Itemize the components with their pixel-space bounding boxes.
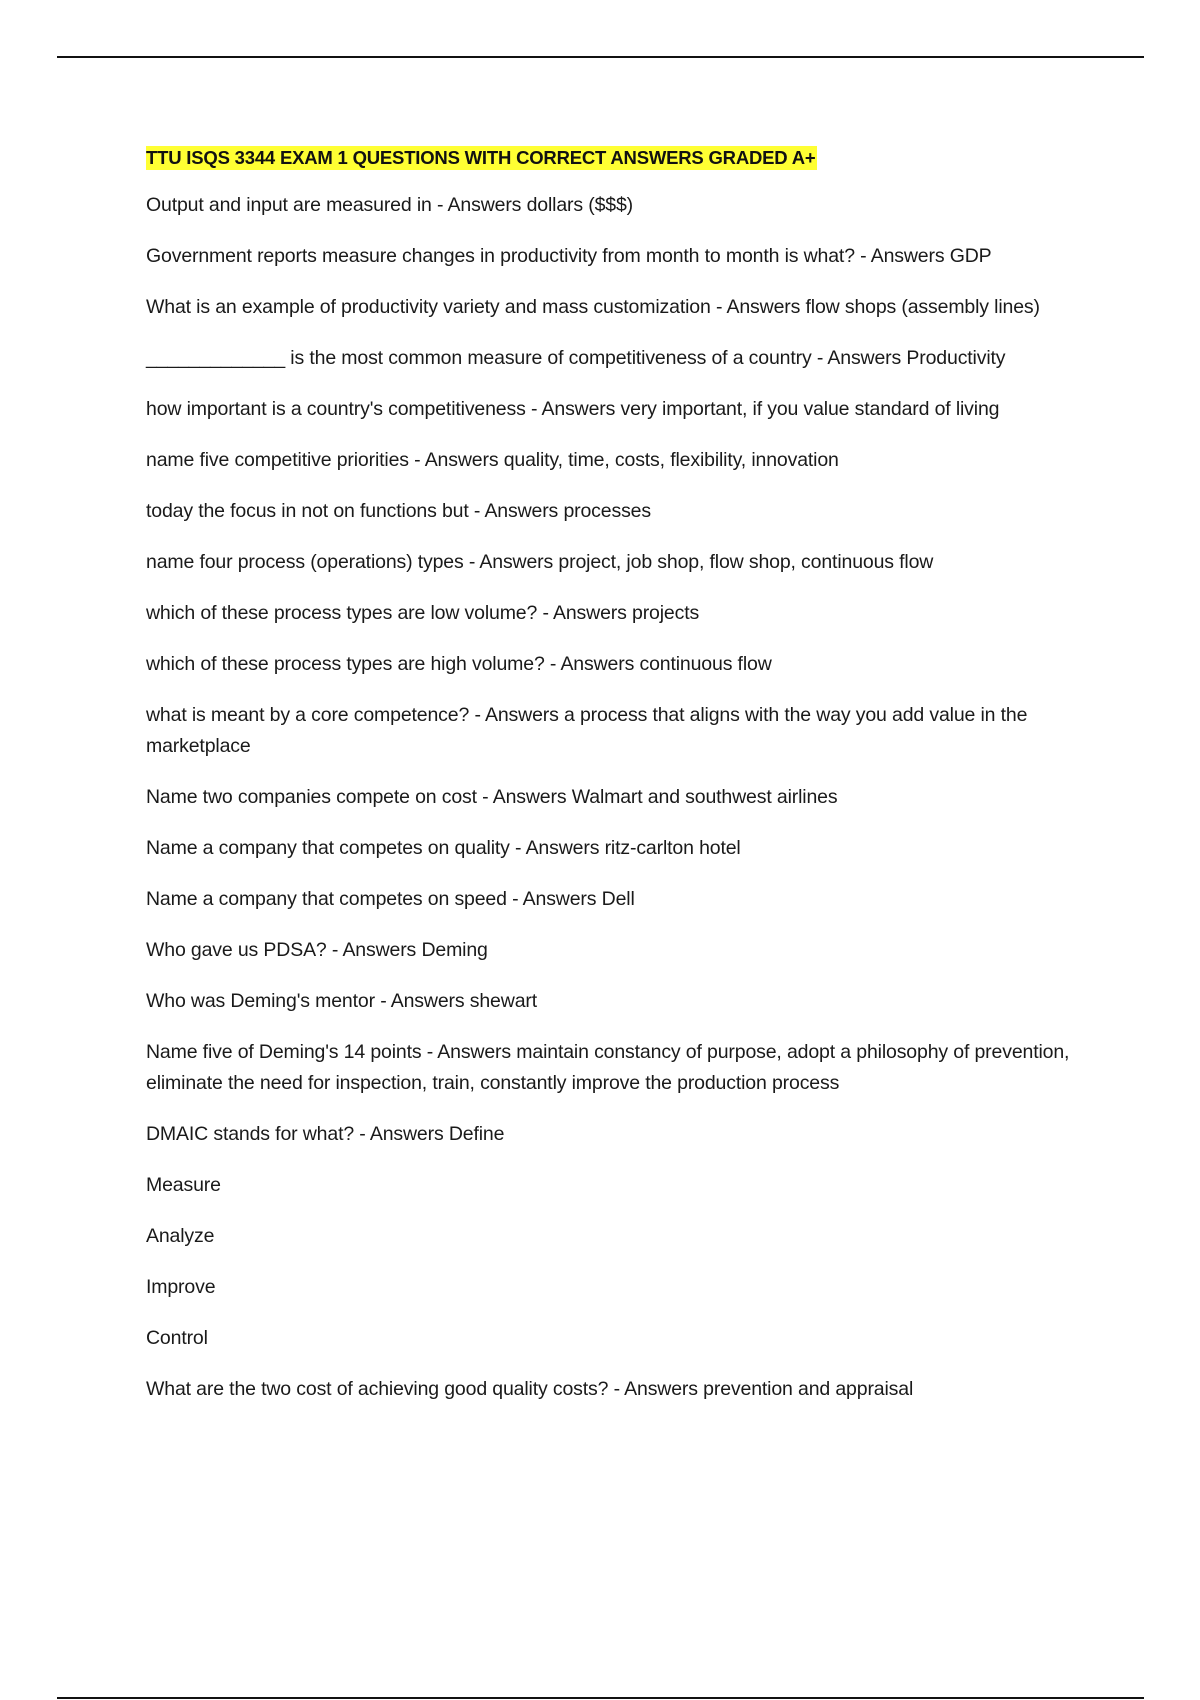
question-text: Government reports measure changes in productivity from month to month is what?: [146, 245, 855, 267]
separator: -: [408, 449, 425, 471]
top-rule: [57, 56, 1144, 58]
plain-line: Control: [146, 1327, 208, 1349]
answer-prefix: Answers: [541, 398, 616, 420]
qa-item: [146, 394, 1086, 425]
separator: -: [506, 888, 523, 910]
answer-text: prevention and appraisal: [703, 1378, 914, 1400]
separator: -: [431, 194, 448, 216]
question-text: Name a company that competes on speed: [146, 888, 507, 910]
qa-item: [146, 986, 1086, 1017]
plain-line: Measure: [146, 1174, 221, 1196]
qa-item: [146, 598, 1086, 629]
answer-text: a process that aligns with the way you add value in the marketplace: [146, 704, 1028, 757]
separator: -: [854, 245, 871, 267]
qa-item: [146, 445, 1086, 476]
qa-item: [146, 241, 1086, 272]
answer-prefix: Answers: [342, 939, 417, 961]
answer-text: continuous flow: [639, 653, 772, 675]
separator: -: [537, 602, 553, 624]
question-text: _____________ is the most common measure of competitiveness of a country: [146, 347, 812, 369]
qa-item: [146, 935, 1086, 966]
qa-item: [146, 292, 1086, 323]
separator: -: [468, 500, 485, 522]
question-text: today the focus in not on functions but: [146, 500, 469, 522]
separator: -: [463, 551, 480, 573]
answer-text: maintain constancy of purpose, adopt a philosophy of prevention, eliminate the need for inspection, train, constantly improve the production process: [146, 1041, 1070, 1094]
separator: -: [476, 786, 493, 808]
answer-prefix: Answers: [437, 1041, 512, 1063]
qa-item: [146, 190, 1086, 221]
question-text: Name five of Deming's 14 points: [146, 1041, 422, 1063]
answer-prefix: Answers: [447, 194, 522, 216]
separator: -: [608, 1378, 625, 1400]
answer-text: shewart: [469, 990, 537, 1012]
answer-prefix: Answers: [390, 990, 465, 1012]
question-text: name four process (operations) types: [146, 551, 464, 573]
answer-text: ritz-carlton hotel: [604, 837, 741, 859]
question-text: name five competitive priorities: [146, 449, 409, 471]
separator: -: [544, 653, 561, 675]
answer-prefix: Answers: [369, 1123, 444, 1145]
qa-item: [146, 1119, 1086, 1150]
question-text: how important is a country's competitiveness: [146, 398, 526, 420]
answer-text: quality, time, costs, flexibility, innovation: [503, 449, 839, 471]
answer-prefix: Answers: [424, 449, 499, 471]
qa-item: [146, 1037, 1086, 1099]
separator: -: [374, 990, 391, 1012]
question-text: Name a company that competes on quality: [146, 837, 510, 859]
qa-item-last: [146, 1374, 1086, 1405]
question-text: Output and input are measured in: [146, 194, 432, 216]
answer-prefix: Answers: [726, 296, 801, 318]
answer-prefix: Answers: [560, 653, 635, 675]
qa-item: [146, 343, 1086, 374]
qa-item: [146, 833, 1086, 864]
answer-prefix: Answers: [485, 704, 559, 726]
qa-item: [146, 884, 1086, 915]
qa-item: [146, 782, 1086, 813]
separator: -: [710, 296, 727, 318]
question-text: What is an example of productivity variety and mass customization: [146, 296, 711, 318]
answer-prefix: Answers: [484, 500, 559, 522]
document-body: [146, 146, 1086, 1425]
qa-item: [146, 496, 1086, 527]
bottom-rule: [57, 1697, 1144, 1699]
answer-prefix: Answers: [827, 347, 902, 369]
answer-prefix: Answers: [522, 888, 597, 910]
qa-item: [146, 649, 1086, 680]
plain-lines: [146, 1170, 1086, 1354]
document-title: TTU ISQS 3344 EXAM 1 QUESTIONS WITH CORRECT ANSWERS GRADED A+: [146, 147, 816, 168]
answer-text: Dell: [601, 888, 635, 910]
plain-line: Analyze: [146, 1225, 215, 1247]
answer-prefix: Answers: [624, 1378, 698, 1400]
answer-text: Productivity: [906, 347, 1006, 369]
answer-prefix: Answers: [870, 245, 945, 267]
separator: -: [525, 398, 542, 420]
answer-text: Deming: [421, 939, 488, 961]
answer-text: very important, if you value standard of living: [620, 398, 1000, 420]
answer-prefix: Answers: [479, 551, 554, 573]
answer-text: GDP: [949, 245, 992, 267]
question-text: which of these process types are low volume?: [146, 602, 538, 624]
answer-text: Walmart and southwest airlines: [571, 786, 838, 808]
answer-prefix: Answers: [525, 837, 600, 859]
question-text: what is meant by a core competence?: [146, 704, 470, 726]
separator: -: [469, 704, 485, 726]
answer-text: projects: [632, 602, 700, 624]
answer-text: flow shops (assembly lines): [805, 296, 1040, 318]
separator: -: [354, 1123, 370, 1145]
qa-list: [146, 190, 1086, 1150]
question-text: which of these process types are high volume?: [146, 653, 545, 675]
question-text: DMAIC stands for what?: [146, 1123, 355, 1145]
answer-text: processes: [563, 500, 651, 522]
qa-item: [146, 547, 1086, 578]
plain-line: Improve: [146, 1276, 216, 1298]
answer-text: Define: [448, 1123, 505, 1145]
question-text: Name two companies compete on cost: [146, 786, 477, 808]
answer-text: dollars ($$$): [526, 194, 633, 216]
answer-prefix: Answers: [553, 602, 627, 624]
separator: -: [421, 1041, 438, 1063]
question-text: Who gave us PDSA?: [146, 939, 327, 961]
separator: -: [326, 939, 343, 961]
separator: -: [811, 347, 828, 369]
answer-prefix: Answers: [492, 786, 567, 808]
answer-text: project, job shop, flow shop, continuous flow: [558, 551, 934, 573]
separator: -: [509, 837, 526, 859]
qa-item: [146, 700, 1086, 762]
question-text: Who was Deming's mentor: [146, 990, 375, 1012]
question-text: What are the two cost of achieving good quality costs?: [146, 1378, 609, 1400]
